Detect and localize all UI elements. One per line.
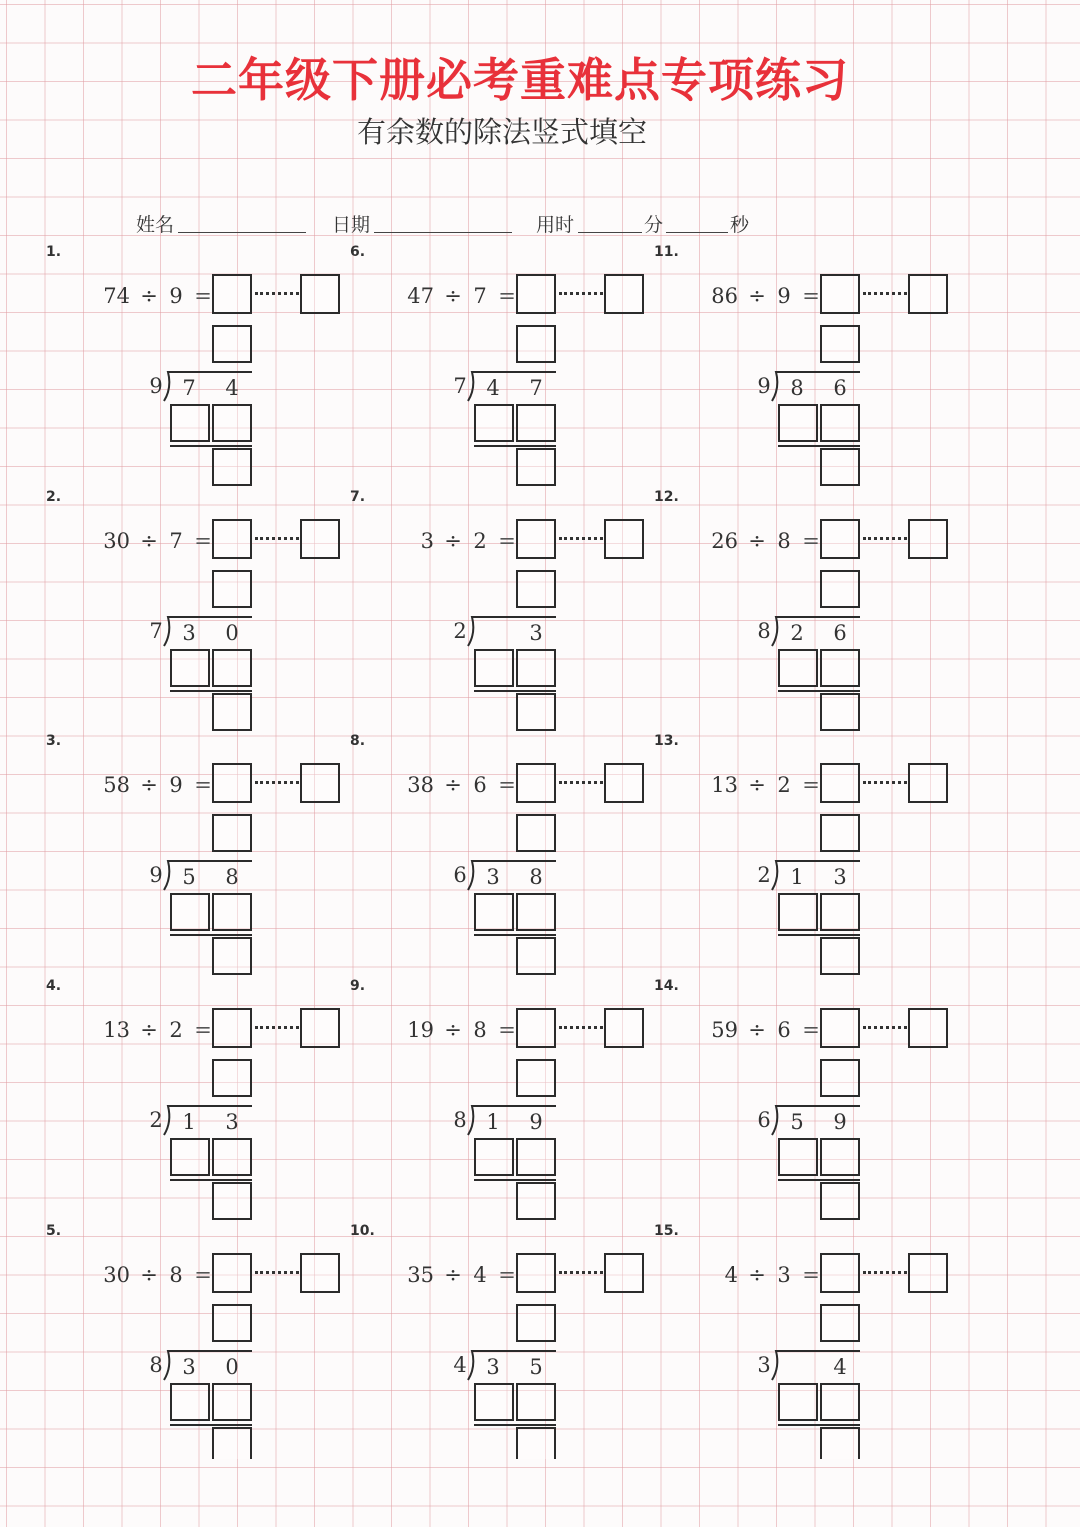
problem-14 [654, 978, 984, 1218]
product-tens-box[interactable] [778, 649, 818, 687]
quotient-answer-box[interactable] [820, 519, 860, 559]
problem-number: 14. [654, 978, 679, 994]
product-ones-box[interactable] [820, 404, 860, 442]
dividend: 74 [103, 284, 130, 308]
quotient-digit-box[interactable] [516, 325, 556, 363]
division-expression [370, 1257, 520, 1293]
dividend-tens-digit: 2 [790, 621, 804, 645]
dividend: 47 [407, 284, 434, 308]
remainder-answer-box[interactable] [604, 1253, 644, 1293]
long-division-divisor: 2 [453, 619, 467, 643]
dividend-tens-digit: 3 [486, 1355, 500, 1379]
subtraction-line [778, 1179, 860, 1181]
remainder-answer-box[interactable] [908, 1253, 948, 1293]
long-division-divisor: 9 [149, 374, 163, 398]
product-tens-box[interactable] [170, 404, 210, 442]
dividend-ones-digit: 5 [529, 1355, 543, 1379]
product-ones-box[interactable] [820, 893, 860, 931]
quotient-digit-box[interactable] [212, 814, 252, 852]
problem-5 [46, 1223, 376, 1463]
subtraction-line [778, 690, 860, 692]
remainder-digit-box[interactable] [212, 693, 252, 731]
dividend-tens-digit: 4 [486, 376, 500, 400]
product-tens-box[interactable] [778, 404, 818, 442]
problem-8 [350, 733, 680, 973]
remainder-digit-box[interactable] [212, 937, 252, 975]
quotient-answer-box[interactable] [820, 763, 860, 803]
remainder-answer-box[interactable] [300, 1253, 340, 1293]
remainder-dots [255, 292, 299, 295]
divisor: 8 [473, 1018, 487, 1042]
quotient-answer-box[interactable] [820, 1008, 860, 1048]
quotient-digit-box[interactable] [212, 325, 252, 363]
product-tens-box[interactable] [474, 404, 514, 442]
equals-sign: = [194, 1263, 212, 1287]
remainder-answer-box[interactable] [908, 274, 948, 314]
name-field[interactable] [178, 232, 306, 233]
quotient-digit-box[interactable] [820, 325, 860, 363]
dividend: 26 [711, 529, 738, 553]
problem-15 [654, 1223, 984, 1463]
divide-sign: ÷ [140, 1018, 158, 1042]
quotient-digit-box[interactable] [820, 814, 860, 852]
dividend-tens-digit: 5 [182, 865, 196, 889]
quotient-digit-box[interactable] [820, 1304, 860, 1342]
divisor: 9 [777, 284, 791, 308]
problem-11 [654, 244, 984, 484]
subtraction-line [474, 690, 556, 692]
problem-number: 7. [350, 489, 366, 505]
remainder-dots [559, 537, 603, 540]
dividend-ones-digit: 3 [529, 621, 543, 645]
divide-sign: ÷ [444, 284, 462, 308]
subtraction-line [170, 445, 252, 447]
product-ones-box[interactable] [212, 649, 252, 687]
remainder-digit-box[interactable] [820, 1182, 860, 1220]
dividend: 30 [103, 529, 130, 553]
dividend: 3 [420, 529, 434, 553]
subtraction-line [778, 445, 860, 447]
dividend-tens-digit: 3 [182, 1355, 196, 1379]
remainder-dots [255, 1271, 299, 1274]
remainder-digit-box[interactable] [820, 937, 860, 975]
quotient-digit-box[interactable] [820, 1059, 860, 1097]
dividend: 35 [407, 1263, 434, 1287]
quotient-answer-box[interactable] [516, 763, 556, 803]
dividend-ones-digit: 0 [225, 621, 239, 645]
long-division-divisor: 8 [453, 1108, 467, 1132]
remainder-dots [863, 781, 907, 784]
divide-sign: ÷ [444, 1018, 462, 1042]
divide-sign: ÷ [748, 284, 766, 308]
equals-sign: = [498, 773, 516, 797]
remainder-digit-box[interactable] [516, 937, 556, 975]
dividend: 86 [711, 284, 738, 308]
product-ones-box[interactable] [516, 404, 556, 442]
divisor: 8 [777, 529, 791, 553]
product-tens-box[interactable] [778, 1138, 818, 1176]
date-label: 日期 [332, 214, 371, 236]
dividend-ones-digit: 9 [833, 1110, 847, 1134]
quotient-answer-box[interactable] [212, 763, 252, 803]
remainder-answer-box[interactable] [604, 763, 644, 803]
division-expression [674, 1012, 824, 1048]
equals-sign: = [498, 284, 516, 308]
product-ones-box[interactable] [212, 893, 252, 931]
problem-number: 4. [46, 978, 62, 994]
remainder-dots [559, 1271, 603, 1274]
time-label: 用时 [536, 214, 575, 236]
divide-sign: ÷ [444, 1263, 462, 1287]
subtraction-line [778, 1424, 860, 1426]
divide-sign: ÷ [748, 529, 766, 553]
product-ones-box[interactable] [212, 1138, 252, 1176]
equals-sign: = [498, 1263, 516, 1287]
dividend: 30 [103, 1263, 130, 1287]
dividend: 59 [711, 1018, 738, 1042]
division-expression [370, 523, 520, 559]
problem-number: 8. [350, 733, 366, 749]
dividend: 58 [103, 773, 130, 797]
long-division-divisor: 3 [757, 1353, 771, 1377]
dividend: 4 [724, 1263, 738, 1287]
quotient-digit-box[interactable] [212, 1059, 252, 1097]
dividend: 13 [103, 1018, 130, 1042]
dividend: 19 [407, 1018, 434, 1042]
problem-number: 15. [654, 1223, 679, 1239]
remainder-dots [863, 292, 907, 295]
divisor: 2 [777, 773, 791, 797]
subtraction-line [170, 1424, 252, 1426]
problem-6 [350, 244, 680, 484]
problem-9 [350, 978, 680, 1218]
remainder-answer-box[interactable] [300, 763, 340, 803]
problem-3 [46, 733, 376, 973]
remainder-answer-box[interactable] [300, 1008, 340, 1048]
divisor: 3 [777, 1263, 791, 1287]
division-expression [370, 278, 520, 314]
division-expression [674, 1257, 824, 1293]
equals-sign: = [194, 284, 212, 308]
remainder-digit-box[interactable] [820, 693, 860, 731]
remainder-answer-box[interactable] [300, 519, 340, 559]
dividend-ones-digit: 3 [225, 1110, 239, 1134]
product-ones-box[interactable] [516, 1383, 556, 1421]
quotient-digit-box[interactable] [516, 1059, 556, 1097]
division-expression [66, 278, 216, 314]
dividend-ones-digit: 3 [833, 865, 847, 889]
product-tens-box[interactable] [170, 893, 210, 931]
product-tens-box[interactable] [170, 1138, 210, 1176]
remainder-answer-box[interactable] [908, 1008, 948, 1048]
divide-sign: ÷ [140, 1263, 158, 1287]
remainder-digit-box[interactable] [212, 1427, 252, 1459]
dividend-ones-digit: 4 [833, 1355, 847, 1379]
product-ones-box[interactable] [820, 1383, 860, 1421]
problem-13 [654, 733, 984, 973]
division-expression [370, 1012, 520, 1048]
dividend-tens-digit: 5 [790, 1110, 804, 1134]
remainder-digit-box[interactable] [516, 1182, 556, 1220]
product-ones-box[interactable] [820, 1138, 860, 1176]
long-division-divisor: 6 [453, 863, 467, 887]
worksheet-subtitle: 有余数的除法竖式填空 [356, 115, 647, 149]
remainder-dots [559, 292, 603, 295]
equals-sign: = [802, 284, 820, 308]
equals-sign: = [498, 529, 516, 553]
division-expression [674, 278, 824, 314]
quotient-answer-box[interactable] [516, 1253, 556, 1293]
divisor: 6 [777, 1018, 791, 1042]
divisor: 6 [473, 773, 487, 797]
equals-sign: = [498, 1018, 516, 1042]
problem-10 [350, 1223, 680, 1463]
divisor: 2 [169, 1018, 183, 1042]
divide-sign: ÷ [140, 773, 158, 797]
long-division-divisor: 2 [149, 1108, 163, 1132]
divide-sign: ÷ [748, 1263, 766, 1287]
remainder-dots [255, 1026, 299, 1029]
long-division-divisor: 8 [149, 1353, 163, 1377]
dividend-tens-digit: 7 [182, 376, 196, 400]
divisor: 7 [169, 529, 183, 553]
problem-number: 5. [46, 1223, 62, 1239]
long-division-divisor: 2 [757, 863, 771, 887]
equals-sign: = [802, 1018, 820, 1042]
equals-sign: = [194, 1018, 212, 1042]
division-expression [66, 1012, 216, 1048]
dividend-ones-digit: 8 [529, 865, 543, 889]
problem-number: 9. [350, 978, 366, 994]
dividend-ones-digit: 6 [833, 621, 847, 645]
product-tens-box[interactable] [474, 1138, 514, 1176]
divisor: 2 [473, 529, 487, 553]
dividend-ones-digit: 8 [225, 865, 239, 889]
equals-sign: = [194, 773, 212, 797]
remainder-answer-box[interactable] [604, 519, 644, 559]
remainder-digit-box[interactable] [516, 448, 556, 486]
problem-number: 10. [350, 1223, 375, 1239]
subtraction-line [170, 690, 252, 692]
division-expression [370, 767, 520, 803]
info-row [0, 210, 1080, 240]
quotient-digit-box[interactable] [820, 570, 860, 608]
divisor: 8 [169, 1263, 183, 1287]
equals-sign: = [802, 529, 820, 553]
dividend-tens-digit: 3 [486, 865, 500, 889]
divide-sign: ÷ [444, 529, 462, 553]
long-division-divisor: 6 [757, 1108, 771, 1132]
remainder-dots [863, 1271, 907, 1274]
second-field[interactable] [666, 232, 728, 233]
quotient-answer-box[interactable] [516, 274, 556, 314]
remainder-answer-box[interactable] [604, 274, 644, 314]
remainder-dots [255, 537, 299, 540]
dividend-ones-digit: 9 [529, 1110, 543, 1134]
remainder-digit-box[interactable] [516, 693, 556, 731]
remainder-digit-box[interactable] [820, 1427, 860, 1459]
divide-sign: ÷ [140, 529, 158, 553]
equals-sign: = [802, 773, 820, 797]
product-ones-box[interactable] [516, 1138, 556, 1176]
divisor: 9 [169, 773, 183, 797]
long-division-divisor: 9 [149, 863, 163, 887]
dividend-ones-digit: 7 [529, 376, 543, 400]
minute-label: 分 [644, 214, 664, 236]
division-expression [674, 523, 824, 559]
quotient-answer-box[interactable] [212, 1008, 252, 1048]
long-division-divisor: 8 [757, 619, 771, 643]
dividend: 13 [711, 773, 738, 797]
date-field[interactable] [374, 232, 512, 233]
remainder-dots [559, 781, 603, 784]
remainder-answer-box[interactable] [604, 1008, 644, 1048]
equals-sign: = [194, 529, 212, 553]
product-tens-box[interactable] [170, 1383, 210, 1421]
quotient-answer-box[interactable] [820, 274, 860, 314]
problem-number: 2. [46, 489, 62, 505]
remainder-answer-box[interactable] [300, 274, 340, 314]
dividend-tens-digit: 1 [790, 865, 804, 889]
worksheet-title: 二年级下册必考重难点专项练习 [191, 53, 849, 107]
quotient-answer-box[interactable] [516, 1008, 556, 1048]
dividend-tens-digit: 1 [486, 1110, 500, 1134]
long-division-divisor: 9 [757, 374, 771, 398]
product-ones-box[interactable] [212, 404, 252, 442]
remainder-answer-box[interactable] [908, 519, 948, 559]
dividend-tens-digit: 8 [790, 376, 804, 400]
divide-sign: ÷ [748, 1018, 766, 1042]
problem-7 [350, 489, 680, 729]
subtraction-line [474, 445, 556, 447]
quotient-answer-box[interactable] [212, 1253, 252, 1293]
problem-number: 1. [46, 244, 62, 260]
remainder-digit-box[interactable] [820, 448, 860, 486]
divide-sign: ÷ [748, 773, 766, 797]
divisor: 9 [169, 284, 183, 308]
problem-12 [654, 489, 984, 729]
problem-number: 6. [350, 244, 366, 260]
subtraction-line [778, 934, 860, 936]
product-tens-box[interactable] [170, 649, 210, 687]
remainder-dots [255, 781, 299, 784]
quotient-digit-box[interactable] [212, 1304, 252, 1342]
product-ones-box[interactable] [516, 893, 556, 931]
problem-4 [46, 978, 376, 1218]
product-tens-box[interactable] [474, 893, 514, 931]
quotient-digit-box[interactable] [212, 570, 252, 608]
long-division-divisor: 7 [453, 374, 467, 398]
quotient-answer-box[interactable] [212, 274, 252, 314]
quotient-answer-box[interactable] [820, 1253, 860, 1293]
subtraction-line [474, 1179, 556, 1181]
long-division-divisor: 7 [149, 619, 163, 643]
product-ones-box[interactable] [516, 649, 556, 687]
quotient-answer-box[interactable] [516, 519, 556, 559]
problem-number: 3. [46, 733, 62, 749]
problem-2 [46, 489, 376, 729]
divisor: 7 [473, 284, 487, 308]
remainder-answer-box[interactable] [908, 763, 948, 803]
division-expression [66, 523, 216, 559]
name-label: 姓名 [136, 214, 175, 236]
quotient-digit-box[interactable] [516, 814, 556, 852]
product-ones-box[interactable] [820, 649, 860, 687]
dividend: 38 [407, 773, 434, 797]
quotient-answer-box[interactable] [212, 519, 252, 559]
dividend-ones-digit: 6 [833, 376, 847, 400]
subtraction-line [170, 1179, 252, 1181]
division-expression [66, 767, 216, 803]
product-tens-box[interactable] [778, 1383, 818, 1421]
problem-1 [46, 244, 376, 484]
subtraction-line [170, 934, 252, 936]
product-ones-box[interactable] [212, 1383, 252, 1421]
product-tens-box[interactable] [778, 893, 818, 931]
dividend-ones-digit: 0 [225, 1355, 239, 1379]
remainder-digit-box[interactable] [212, 1182, 252, 1220]
long-division-divisor: 4 [453, 1353, 467, 1377]
remainder-dots [863, 1026, 907, 1029]
product-tens-box[interactable] [474, 649, 514, 687]
quotient-digit-box[interactable] [516, 570, 556, 608]
quotient-digit-box[interactable] [516, 1304, 556, 1342]
divisor: 4 [473, 1263, 487, 1287]
dividend-tens-digit: 3 [182, 621, 196, 645]
product-tens-box[interactable] [474, 1383, 514, 1421]
dividend-tens-digit: 1 [182, 1110, 196, 1134]
problem-number: 13. [654, 733, 679, 749]
equals-sign: = [802, 1263, 820, 1287]
remainder-dots [559, 1026, 603, 1029]
divide-sign: ÷ [444, 773, 462, 797]
second-label: 秒 [730, 214, 750, 236]
divide-sign: ÷ [140, 284, 158, 308]
division-expression [66, 1257, 216, 1293]
division-expression [674, 767, 824, 803]
dividend-ones-digit: 4 [225, 376, 239, 400]
minute-field[interactable] [578, 232, 642, 233]
problem-number: 12. [654, 489, 679, 505]
subtraction-line [474, 1424, 556, 1426]
subtraction-line [474, 934, 556, 936]
remainder-digit-box[interactable] [212, 448, 252, 486]
remainder-digit-box[interactable] [516, 1427, 556, 1459]
problem-number: 11. [654, 244, 679, 260]
remainder-dots [863, 537, 907, 540]
